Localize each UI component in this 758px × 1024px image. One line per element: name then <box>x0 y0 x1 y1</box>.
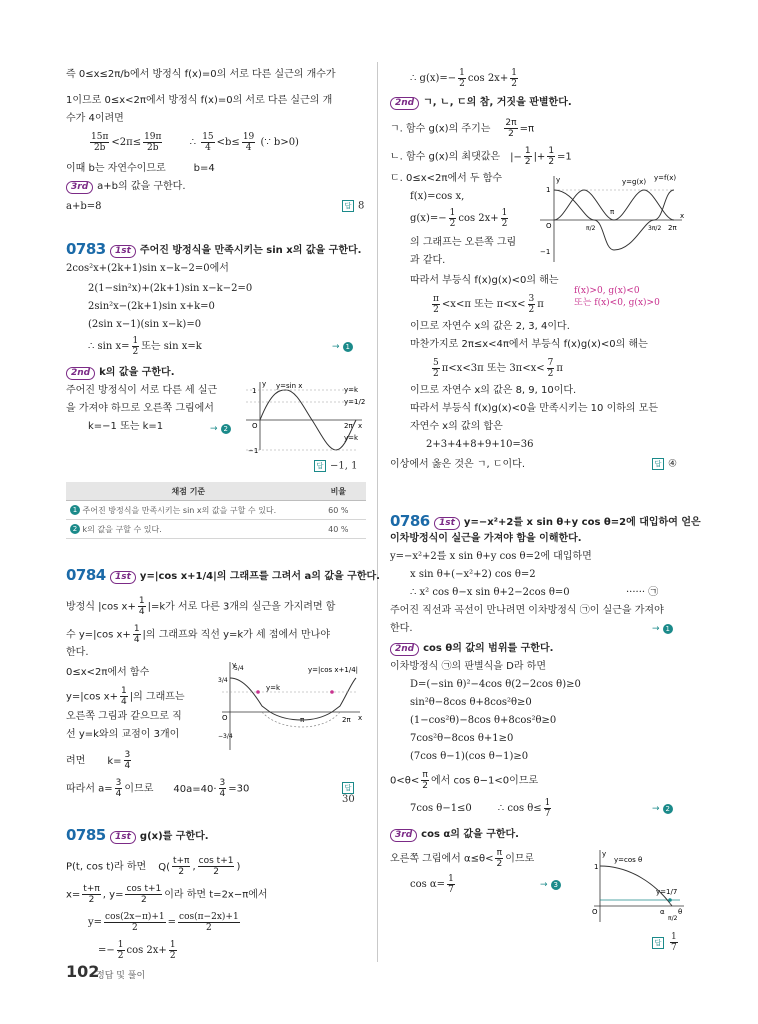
text-line: 선 y=k와의 교점이 3개이 <box>66 729 180 740</box>
fg-graph <box>536 174 686 264</box>
answer-0786: 답 $\frac{1}{7}$ <box>652 932 680 953</box>
equation-line: sin²θ−8cos θ+8cos²θ≥0 <box>410 697 532 708</box>
problem-number-0783: 0783 <box>66 240 106 258</box>
label-pi: π <box>300 716 305 724</box>
step-heading: 1st g(x)를 구한다. <box>110 830 209 844</box>
step-heading: 1st y=|cos x+1/4|의 그래프를 그려서 a의 값을 구한다. <box>110 570 380 584</box>
text-line: 마찬가지로 2π≤x<4π에서 부등식 f(x)g(x)<0의 해는 <box>410 339 648 350</box>
problem-number-0784: 0784 <box>66 566 106 584</box>
equation-line: 2(1−sin²x)+(2k+1)sin x−k−2=0 <box>88 283 253 294</box>
equation-line: 7cos²θ−8cos θ+1≥0 <box>410 733 514 744</box>
equation-tag: ······ ㉠ <box>626 587 659 598</box>
intersection-point <box>256 690 260 694</box>
text-line: 즉 0≤x≤2π/b에서 방정식 f(x)=0의 서로 다른 실근의 개수가 <box>66 69 336 80</box>
label-mone: −1 <box>248 447 259 455</box>
annotation: 또는 f(x)<0, g(x)>0 <box>574 298 660 308</box>
answer-0782: 답 8 <box>342 200 364 212</box>
text-line: 따라서 부등식 f(x)g(x)<0을 만족시키는 10 이하의 모든 <box>410 403 659 414</box>
step-heading: 1st y=−x²+2를 x sin θ+y cos θ=2에 대입하여 얻은 <box>434 516 701 530</box>
label-pi: π <box>610 208 615 216</box>
text-line: 2+3+4+8+9+10=36 <box>426 439 534 450</box>
label-f: y=f(x) <box>654 174 677 182</box>
text-line: x= $\frac{t+\pi}{2}$ , y= $\frac{\text{cos t+1}}{2}$ 이라 하면 t=2x−π에서 <box>66 884 268 905</box>
label-t2: 5/4 <box>234 665 244 672</box>
label-origin: O <box>222 714 228 722</box>
table-header: 채점 기준 <box>66 482 311 501</box>
equation-line: =− $\frac{1}{2}$ cos 2x+ $\frac{1}{2}$ <box>98 940 176 961</box>
equation-line: $\frac{\pi}{2}$ <x<π 또는 π<x< $\frac{3}{2}$ π <box>433 294 544 315</box>
label-y: y <box>556 176 561 184</box>
equation-line: D=(−sin θ)²−4cos θ(2−2cos θ)≥0 <box>410 679 581 690</box>
equation-line: (1−cos²θ)−8cos θ+8cos²θ≥0 <box>410 715 557 726</box>
equation-line: ∴ sin x= $\frac{1}{2}$ 또는 sin x=k <box>88 336 202 357</box>
step-heading: 1st 주어진 방정식을 만족시키는 sin x의 값을 구한다. <box>110 244 361 258</box>
answer-0783: 답 −1, 1 <box>314 460 357 472</box>
label-g: y=g(x) <box>622 178 647 186</box>
label-yk: y=k <box>344 386 359 394</box>
label-t1: 3/4 <box>218 677 228 684</box>
label-neg: −3/4 <box>218 733 233 740</box>
text-line: ㄷ. 0≤x<2π에서 두 함수 <box>390 173 503 184</box>
table-row: 2 k의 값을 구할 수 있다. 40 % <box>66 520 366 539</box>
text-line: 수가 4이려면 <box>66 113 124 124</box>
intersection-point <box>668 898 672 902</box>
label-origin: O <box>252 422 258 430</box>
label-2pi: 2π <box>344 422 353 430</box>
label-yhalf: y=1/2 <box>344 398 366 406</box>
equation-line: ∴ x² cos θ−x sin θ+2−2cos θ=0 <box>410 587 570 598</box>
label-half-pi: π/2 <box>668 915 678 922</box>
label-alpha: α <box>660 908 665 916</box>
equation-line: 2sin²x−(2k+1)sin x+k=0 <box>88 301 215 312</box>
step-marker: → 3 <box>540 878 561 892</box>
label-origin: O <box>592 908 598 916</box>
text-line: 주어진 방정식이 서로 다른 세 실근 <box>66 385 218 396</box>
abs-cos-graph <box>218 660 366 752</box>
answer-0784: 답30 <box>342 784 355 805</box>
text-line: 려면 k= $\frac{3}{4}$ <box>66 750 131 771</box>
text-line: 주어진 직선과 곡선이 만나려면 이차방정식 ㉠이 실근을 가져야 <box>390 605 664 616</box>
label-yk: y=k <box>266 684 281 692</box>
step-heading: 3rd a+b의 값을 구한다. <box>66 180 186 194</box>
column-divider <box>377 62 378 962</box>
problem-number-0786: 0786 <box>390 512 430 530</box>
label-origin: O <box>546 222 552 230</box>
text-line: 이므로 자연수 x의 값은 8, 9, 10이다. <box>410 385 577 396</box>
equation-line: y= $\frac{\cos(2x-\pi)+1}{2}$ = $\frac{\cos(\pi-2x)+1}{2}$ <box>88 912 239 933</box>
step-heading-cont: 이차방정식이 실근을 가져야 함을 이해한다. <box>390 533 582 544</box>
text-line: 오른쪽 그림과 같으므로 직 <box>66 711 182 722</box>
label-x: x <box>358 422 363 430</box>
step-heading: 2nd cos θ의 값의 범위를 구한다. <box>390 642 553 656</box>
table-header: 비율 <box>311 482 366 501</box>
label-mone: −1 <box>540 248 551 256</box>
text-line: f(x)=cos x, <box>410 191 465 202</box>
equation-line: x sin θ+(−x²+2) cos θ=2 <box>410 569 536 580</box>
equation-line: $\frac{5}{2}$ π<x<3π 또는 3π<x< $\frac{7}{2}$ π <box>433 358 563 379</box>
text-line: 오른쪽 그림에서 α≤θ< $\frac{\pi}{2}$ 이므로 <box>390 848 535 869</box>
label-one: 1 <box>252 387 257 395</box>
text-line: 이차방정식 ㉠의 판별식을 D라 하면 <box>390 661 546 672</box>
page-number: 102 <box>66 962 100 981</box>
label-half-pi: π/2 <box>586 225 596 232</box>
intersection-point <box>330 690 334 694</box>
text-line: 1이므로 0≤x<2π에서 방정식 f(x)=0의 서로 다른 실근의 개 <box>66 95 333 106</box>
grading-table <box>66 482 366 539</box>
equation-line: (2sin x−1)(sin x−k)=0 <box>88 319 202 330</box>
line-label: y=1/7 <box>656 888 678 896</box>
text-line: 이상에서 옳은 것은 ㄱ, ㄷ이다. <box>390 459 525 470</box>
text-line: 을 가져야 하므로 오른쪽 그림에서 <box>66 403 214 414</box>
annotation: f(x)>0, g(x)<0 <box>574 286 640 296</box>
text-line: 방정식 |cos x+ $\frac{1}{4}$ |=k가 서로 다른 3개의 실근을 가지려면 함 <box>66 596 336 617</box>
text-line: y=|cos x+ $\frac{1}{4}$ |의 그래프는 <box>66 686 185 707</box>
text-line: P(t, cos t)라 하면 Q( $\frac{t+\pi}{2}$ , $\frac{\text{cos t+1}}{2}$ ) <box>66 856 241 877</box>
label-three-half-pi: 3π/2 <box>648 225 662 232</box>
label-y: y <box>602 850 607 858</box>
label-one: 1 <box>546 186 551 194</box>
curve-label: y=sin x <box>276 382 303 390</box>
text-line: ㄴ. 함수 g(x)의 최댓값은 |− $\frac{1}{2}$ |+ $\frac{1}{2}$ =1 <box>390 146 572 167</box>
text-line: 과 같다. <box>410 255 446 266</box>
text-line: g(x)=− $\frac{1}{2}$ cos 2x+ $\frac{1}{2}$ <box>410 208 508 229</box>
text-line: 수 y=|cos x+ $\frac{1}{4}$ |의 그래프와 직선 y=k가 세 점에서 만나야 <box>66 624 330 645</box>
step-marker: → 1 <box>652 622 673 636</box>
abs-cos-curve <box>230 678 356 720</box>
label-y: y <box>262 380 267 388</box>
equation-line: ∴ g(x)=− $\frac{1}{2}$ cos 2x+ $\frac{1}{2}$ <box>410 68 517 89</box>
step-heading: 2nd ㄱ, ㄴ, ㄷ의 참, 거짓을 판별한다. <box>390 96 572 110</box>
text-line: 한다. <box>390 623 413 634</box>
step-heading: 3rd cos α의 값을 구한다. <box>390 828 519 842</box>
text-line: y=−x²+2를 x sin θ+y cos θ=2에 대입하면 <box>390 551 592 562</box>
label-x: x <box>680 212 685 220</box>
step-marker: → 2 <box>652 802 673 816</box>
equation-line: 7cos θ−1≤0 ∴ cos θ≤ $\frac{1}{7}$ <box>410 798 551 819</box>
text-line: 0≤x<2π에서 함수 <box>66 667 150 678</box>
text-line: 이므로 자연수 x의 값은 2, 3, 4이다. <box>410 321 570 332</box>
label-y: y <box>232 661 237 669</box>
text-line: k=−1 또는 k=1 <box>88 421 164 432</box>
label-one: 1 <box>594 863 599 871</box>
label-theta: θ <box>678 908 683 916</box>
inequality-line: $\frac{15\pi}{2b}$ <2π≤ $\frac{19\pi}{2b}$ ∴ $\frac{15}{4}$ <b≤ $\frac{19}{4}$ (∵ b>0) <box>91 132 299 153</box>
problem-number-0785: 0785 <box>66 826 106 844</box>
equation-line: 2cos²x+(2k+1)sin x−k−2=0에서 <box>66 263 229 274</box>
curve-label: y=cos θ <box>614 856 643 864</box>
text-line: 자연수 x의 값의 합은 <box>410 421 503 432</box>
text-line: a+b=8 <box>66 201 102 212</box>
text-line: 이때 b는 자연수이므로 b=4 <box>66 163 215 174</box>
text-line: 0<θ< $\frac{\pi}{2}$ 에서 cos θ−1<0이므로 <box>390 770 539 791</box>
step-marker: → 2 <box>210 422 231 436</box>
step-heading: 2nd k의 값을 구한다. <box>66 366 175 380</box>
label-2pi: 2π <box>668 224 677 232</box>
step-marker: → 1 <box>332 340 353 354</box>
curve-label: y=|cos x+1/4| <box>308 666 359 674</box>
equation-line: cos α= $\frac{1}{7}$ <box>410 874 454 895</box>
text-line: ㄱ. 함수 g(x)의 주기는 $\frac{2\pi}{2}$ =π <box>390 118 534 139</box>
label-yk2: y=k <box>344 434 359 442</box>
sin-graph <box>240 380 366 456</box>
text-line: 한다. <box>66 647 89 658</box>
label-x: x <box>358 714 363 722</box>
footer-label: 정답 및 풀이 <box>96 971 146 981</box>
label-2pi: 2π <box>342 716 351 724</box>
equation-line: (7cos θ−1)(cos θ−1)≥0 <box>410 751 529 762</box>
text-line: 따라서 부등식 f(x)g(x)<0의 해는 <box>410 275 559 286</box>
cos-theta-graph <box>590 848 686 924</box>
answer-0785: 답 ④ <box>652 458 677 470</box>
table-row: 1 주어진 방정식을 만족시키는 sin x의 값을 구할 수 있다. 60 % <box>66 501 366 520</box>
text-line: 의 그래프는 오른쪽 그림 <box>410 237 517 248</box>
text-line: 따라서 a= $\frac{3}{4}$ 이므로 40a=40· $\frac{3}{4}$ =30 <box>66 778 250 799</box>
